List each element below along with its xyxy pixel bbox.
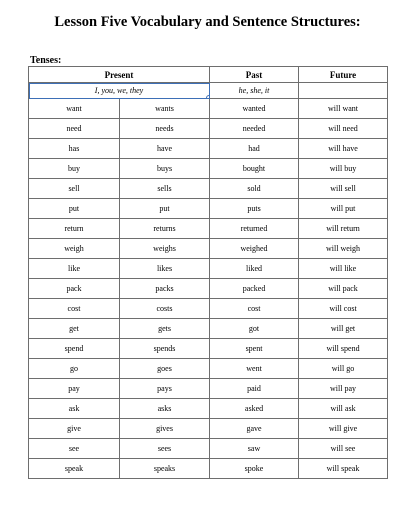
- pronoun-cell-present[interactable]: [29, 83, 210, 99]
- table-row: [29, 279, 388, 299]
- table-cell-base[interactable]: buy: [29, 159, 120, 179]
- table-cell-future[interactable]: will cost: [299, 299, 388, 319]
- table-cell-third-person[interactable]: speaks: [120, 459, 210, 479]
- table-body: [29, 83, 388, 479]
- table-cell-base[interactable]: pack: [29, 279, 120, 299]
- table-row: [29, 319, 388, 339]
- table-cell-future[interactable]: will go: [299, 359, 388, 379]
- pronoun-cell-future[interactable]: [299, 83, 388, 99]
- table-cell-past[interactable]: sold: [210, 179, 299, 199]
- table-cell-third-person[interactable]: spends: [120, 339, 210, 359]
- table-cell-future[interactable]: will spend: [299, 339, 388, 359]
- table-row: [29, 159, 388, 179]
- table-cell-past[interactable]: liked: [210, 259, 299, 279]
- table-cell-third-person[interactable]: packs: [120, 279, 210, 299]
- table-cell-future[interactable]: will ask: [299, 399, 388, 419]
- table-row: [29, 299, 388, 319]
- table-cell-base[interactable]: like: [29, 259, 120, 279]
- table-row: [29, 199, 388, 219]
- column-header-past[interactable]: Past: [210, 67, 299, 83]
- table-cell-third-person[interactable]: pays: [120, 379, 210, 399]
- table-row: [29, 259, 388, 279]
- table-cell-third-person[interactable]: needs: [120, 119, 210, 139]
- table-cell-past[interactable]: went: [210, 359, 299, 379]
- table-row: [29, 139, 388, 159]
- table-row: [29, 459, 388, 479]
- table-cell-base[interactable]: cost: [29, 299, 120, 319]
- table-cell-past[interactable]: got: [210, 319, 299, 339]
- table-cell-third-person[interactable]: have: [120, 139, 210, 159]
- table-row: [29, 179, 388, 199]
- table-cell-third-person[interactable]: asks: [120, 399, 210, 419]
- table-cell-third-person[interactable]: weighs: [120, 239, 210, 259]
- table-cell-third-person[interactable]: goes: [120, 359, 210, 379]
- table-cell-past[interactable]: weighed: [210, 239, 299, 259]
- table-cell-base[interactable]: need: [29, 119, 120, 139]
- column-header-future[interactable]: Future: [299, 67, 388, 83]
- table-cell-base[interactable]: spend: [29, 339, 120, 359]
- table-cell-base[interactable]: get: [29, 319, 120, 339]
- table-cell-past[interactable]: spent: [210, 339, 299, 359]
- cell-resize-handle[interactable]: [206, 95, 210, 99]
- table-cell-past[interactable]: cost: [210, 299, 299, 319]
- table-row: [29, 219, 388, 239]
- table-cell-past[interactable]: puts: [210, 199, 299, 219]
- table-cell-future[interactable]: will weigh: [299, 239, 388, 259]
- pronoun-present-text: I, you, we, they: [94, 86, 144, 95]
- table-cell-third-person[interactable]: costs: [120, 299, 210, 319]
- table-cell-future[interactable]: will sell: [299, 179, 388, 199]
- table-cell-base[interactable]: speak: [29, 459, 120, 479]
- table-row: [29, 439, 388, 459]
- table-cell-past[interactable]: bought: [210, 159, 299, 179]
- table-cell-past[interactable]: had: [210, 139, 299, 159]
- table-cell-future[interactable]: will get: [299, 319, 388, 339]
- table-cell-future[interactable]: will pay: [299, 379, 388, 399]
- table-row: [29, 119, 388, 139]
- document-title: Lesson Five Vocabulary and Sentence Structures:: [54, 14, 361, 30]
- table-cell-base[interactable]: pay: [29, 379, 120, 399]
- table-cell-future[interactable]: will have: [299, 139, 388, 159]
- table-row: [29, 379, 388, 399]
- table-cell-past[interactable]: gave: [210, 419, 299, 439]
- table-cell-third-person[interactable]: sees: [120, 439, 210, 459]
- table-cell-base[interactable]: want: [29, 99, 120, 119]
- table-header-row: [29, 67, 388, 83]
- table-cell-base[interactable]: weigh: [29, 239, 120, 259]
- tenses-table: [28, 66, 388, 479]
- table-cell-base[interactable]: see: [29, 439, 120, 459]
- table-row: [29, 339, 388, 359]
- table-cell-third-person[interactable]: likes: [120, 259, 210, 279]
- table-cell-future[interactable]: will buy: [299, 159, 388, 179]
- table-row: [29, 99, 388, 119]
- table-cell-future[interactable]: will need: [299, 119, 388, 139]
- table-cell-base[interactable]: ask: [29, 399, 120, 419]
- table-cell-third-person[interactable]: returns: [120, 219, 210, 239]
- table-cell-future[interactable]: will return: [299, 219, 388, 239]
- table-cell-base[interactable]: put: [29, 199, 120, 219]
- section-label-tenses: Tenses:: [30, 55, 62, 66]
- pronoun-cell-past[interactable]: he, she, it: [210, 83, 299, 99]
- table-cell-past[interactable]: wanted: [210, 99, 299, 119]
- table-cell-third-person[interactable]: gives: [120, 419, 210, 439]
- table-cell-past[interactable]: needed: [210, 119, 299, 139]
- table-cell-base[interactable]: sell: [29, 179, 120, 199]
- table-cell-base[interactable]: has: [29, 139, 120, 159]
- table-cell-third-person[interactable]: buys: [120, 159, 210, 179]
- table-cell-future[interactable]: will speak: [299, 459, 388, 479]
- table-cell-past[interactable]: spoke: [210, 459, 299, 479]
- table-cell-future[interactable]: will give: [299, 419, 388, 439]
- table-cell-third-person[interactable]: put: [120, 199, 210, 219]
- table-cell-future[interactable]: will pack: [299, 279, 388, 299]
- table-row: [29, 399, 388, 419]
- table-cell-past[interactable]: packed: [210, 279, 299, 299]
- table-cell-third-person[interactable]: sells: [120, 179, 210, 199]
- table-cell-third-person[interactable]: gets: [120, 319, 210, 339]
- table-row: [29, 419, 388, 439]
- table-cell-future[interactable]: will want: [299, 99, 388, 119]
- table-cell-past[interactable]: saw: [210, 439, 299, 459]
- table-cell-past[interactable]: returned: [210, 219, 299, 239]
- table-cell-future[interactable]: will like: [299, 259, 388, 279]
- table-cell-future[interactable]: will see: [299, 439, 388, 459]
- table-cell-past[interactable]: asked: [210, 399, 299, 419]
- pronoun-row: [29, 83, 388, 99]
- table-cell-base[interactable]: go: [29, 359, 120, 379]
- table-row: [29, 239, 388, 259]
- table-cell-base[interactable]: return: [29, 219, 120, 239]
- column-header-present[interactable]: Present: [29, 67, 210, 83]
- table-cell-past[interactable]: paid: [210, 379, 299, 399]
- table-cell-base[interactable]: give: [29, 419, 120, 439]
- table-row: [29, 359, 388, 379]
- table-cell-third-person[interactable]: wants: [120, 99, 210, 119]
- table-cell-future[interactable]: will put: [299, 199, 388, 219]
